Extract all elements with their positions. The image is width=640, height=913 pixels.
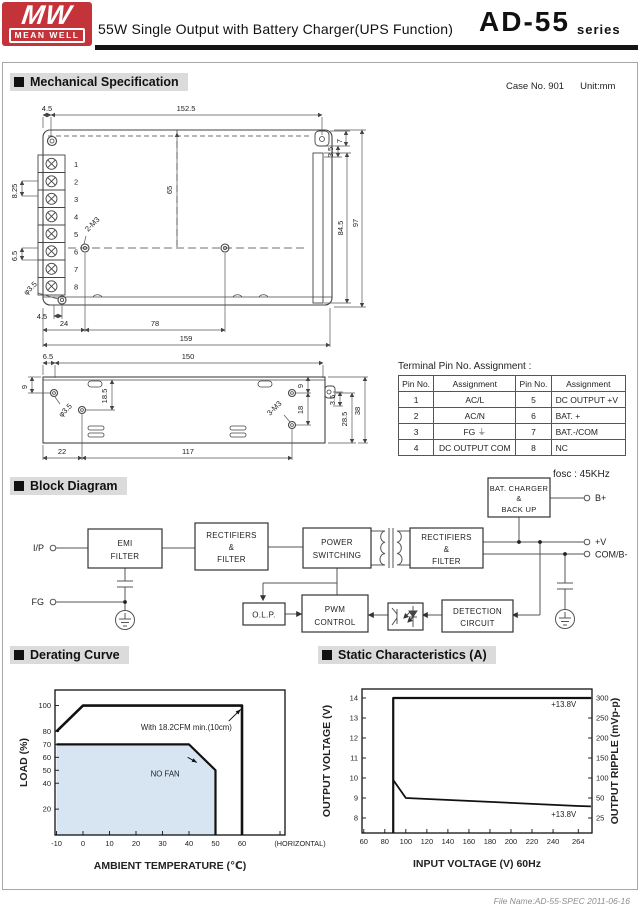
pin-table-cell: 8: [516, 440, 551, 456]
x-extra-label: (HORIZONTAL): [274, 839, 326, 848]
x-tick-label: 0: [80, 839, 86, 848]
dim-117: 117: [182, 447, 194, 456]
dim-8.25: 8.25: [10, 183, 19, 199]
y-tick-label: 60: [42, 752, 51, 762]
pin-table-cell: DC OUTPUT +V: [551, 392, 625, 408]
x-tick-label: 240: [546, 837, 560, 846]
table-row: [399, 392, 626, 408]
meanwell-logo: [2, 2, 92, 46]
pin-table-header: Assignment: [551, 376, 625, 392]
pin-table-header: Assignment: [434, 376, 516, 392]
x-tick-label: 140: [441, 837, 455, 846]
pin-table: [398, 375, 626, 456]
pin-table-cell: 5: [516, 392, 551, 408]
pin-number: 3: [74, 195, 79, 204]
y-right-tick-label: 25: [596, 813, 605, 823]
input-label: I/P: [32, 543, 44, 553]
dim-78: 78: [150, 319, 160, 328]
x-tick-label: 60: [237, 839, 247, 848]
dim-7: 7: [335, 138, 344, 144]
pin-number: 7: [74, 265, 79, 274]
pin-table-cell: 2: [399, 408, 434, 424]
transformer-secondary-coil: [397, 531, 402, 565]
series-suffix: series: [577, 22, 621, 37]
x-axis-title: AMBIENT TEMPERATURE (℃): [93, 860, 247, 872]
dim-97: 97: [351, 218, 360, 228]
pin-number: 4: [74, 212, 79, 222]
pin-table-cell: 6: [516, 408, 551, 424]
y-tick-label: 80: [42, 727, 51, 737]
input-terminal: [50, 545, 56, 551]
y-tick-label: 12: [349, 733, 358, 743]
fosc-label: fosc : 45KHz: [553, 469, 610, 480]
dim-6.5-side: 6.5: [42, 352, 54, 361]
right-flange: [313, 153, 323, 303]
derating-curve-chart: [8, 655, 343, 880]
logo-meanwell-text: MEAN WELL: [9, 28, 86, 43]
unit-note: Unit:mm: [580, 81, 616, 92]
com-terminal: [584, 551, 590, 557]
v-plus-label: +V: [595, 537, 607, 547]
x-tick-label: 20: [131, 839, 141, 848]
b-plus-label: B+: [595, 493, 607, 503]
y-tick-label: 50: [42, 765, 51, 775]
rectifiers2-label: RECTIFIERS: [421, 533, 472, 542]
pin-table-cell: AC/N: [434, 408, 516, 424]
y-axis-title: LOAD (%): [18, 738, 30, 787]
x-tick-label: 80: [380, 837, 389, 846]
label-3-m3: 3-M3: [265, 399, 284, 418]
dim-3.5-topright: 3.5: [326, 146, 335, 158]
dim-24: 24: [59, 319, 69, 328]
y-tick-label: 40: [42, 778, 51, 788]
olp-label: O.L.P.: [252, 610, 276, 620]
dim-65: 65: [165, 185, 174, 195]
pin-table-cell: NC: [551, 440, 625, 456]
chart-annotation: NO FAN: [150, 769, 180, 779]
power-switching-label: POWER: [321, 538, 353, 547]
pin-table-cell: 3: [399, 424, 434, 440]
rectifiers-label: RECTIFIERS: [206, 531, 257, 540]
chart-plot: [18, 690, 326, 872]
chart-annotation: +13.8V: [551, 810, 577, 819]
y-axis-title: OUTPUT VOLTAGE (V): [321, 704, 333, 818]
label-2-m3: 2-M3: [83, 215, 102, 234]
emi-label: EMI: [117, 539, 133, 548]
section-bullet-icon: [14, 77, 24, 87]
rectifiers2-label: FILTER: [432, 557, 461, 566]
fg-label: FG: [31, 597, 44, 607]
y-right-tick-label: 200: [596, 733, 609, 743]
x-tick-label: 40: [184, 839, 194, 848]
dim-18.5: 18.5: [100, 388, 109, 404]
fg-terminal: [50, 599, 56, 605]
emi-filter-box: [88, 529, 162, 568]
series-line: [393, 780, 591, 806]
emi-label: FILTER: [110, 552, 140, 561]
x-tick-label: 60: [359, 837, 368, 846]
dim-phi3.5: φ3.5: [21, 279, 39, 297]
table-row: [399, 408, 626, 424]
com-label: COM/B-: [595, 549, 628, 560]
rectifiers-label: &: [228, 543, 235, 552]
x-tick-label: 220: [525, 837, 539, 846]
page-title: 55W Single Output with Battery Charger(UPS Function): [98, 21, 454, 37]
series-fill: [57, 744, 216, 835]
dim-152.5: 152.5: [176, 104, 196, 113]
pin-number: 6: [74, 247, 79, 257]
x-tick-label: 120: [420, 837, 434, 846]
pin-number: 5: [74, 230, 79, 239]
pin-table-cell: 7: [516, 424, 551, 440]
b-plus-terminal: [584, 495, 590, 501]
pin-number: 2: [74, 177, 79, 187]
x-tick-label: 10: [105, 839, 114, 848]
pin-table-cell: AC/L: [434, 392, 516, 408]
pin-table-header: Pin No.: [516, 376, 551, 392]
y-right-tick-label: 300: [596, 693, 609, 703]
chart-annotation: +13.8V: [551, 700, 577, 709]
x-tick-label: -10: [51, 839, 62, 848]
detection-label: DETECTION: [453, 607, 502, 616]
chart-annotation: With 18.2CFM min.(10cm): [140, 723, 232, 733]
pin-table-header: Pin No.: [399, 376, 434, 392]
pin-table-cell: FG ⏚: [434, 424, 516, 440]
case-outline: [43, 130, 332, 305]
y-tick-label: 100: [38, 701, 51, 711]
x-tick-label: 50: [211, 839, 220, 848]
section-title: Mechanical Specification: [30, 75, 179, 89]
dim-phi3.5-side: φ3.5: [56, 401, 74, 419]
x-tick-label: 100: [399, 837, 413, 846]
y-tick-label: 70: [42, 739, 51, 749]
case-number: Case No. 901: [506, 81, 565, 92]
section-mechanical-specification: [10, 73, 188, 91]
section-title: Derating Curve: [30, 648, 120, 662]
pin-table-cell: 4: [399, 440, 434, 456]
charger-label: &: [516, 494, 522, 503]
charger-label: BACK UP: [501, 505, 537, 514]
earth-ground-icon: [116, 611, 135, 630]
x-tick-label: 200: [504, 837, 518, 846]
pwm-label: CONTROL: [314, 618, 356, 627]
dim-28.5: 28.5: [340, 411, 349, 427]
y-tick-label: 10: [349, 773, 358, 783]
terminal-pin-assignment: [398, 361, 630, 456]
y-right-tick-label: 250: [596, 713, 609, 723]
rectifiers2-label: &: [443, 545, 450, 554]
x-axis-title: INPUT VOLTAGE (V) 60Hz: [413, 858, 541, 870]
pin-table-cell: BAT.-/COM: [551, 424, 625, 440]
pin-number: 8: [74, 282, 79, 292]
dim-6.5-left: 6.5: [10, 250, 19, 262]
pin-number: 1: [74, 160, 79, 169]
table-row: [399, 440, 626, 456]
case-note: [506, 81, 615, 92]
dim-22: 22: [57, 447, 67, 456]
dim-150: 150: [181, 352, 195, 361]
section-title: Static Characteristics (A): [338, 648, 487, 662]
transformer-primary-coil: [380, 531, 385, 565]
y-right-tick-label: 150: [596, 753, 609, 763]
y-tick-label: 9: [353, 793, 358, 803]
y-right-axis-title: OUTPUT RIPPLE (mVp-p): [609, 697, 621, 825]
static-characteristics-chart: [313, 655, 640, 880]
dim-3.5-side: 3.5: [328, 394, 337, 406]
block-diagram: [8, 465, 632, 650]
section-title: Block Diagram: [30, 479, 118, 493]
dim-84.5: 84.5: [336, 220, 345, 236]
charger-label: BAT. CHARGER: [489, 484, 549, 493]
mechanical-top-view-drawing: [8, 95, 632, 350]
x-tick-label: 160: [462, 837, 476, 846]
pin-table-title: Terminal Pin No. Assignment :: [398, 361, 532, 372]
dim-159: 159: [179, 334, 193, 343]
dim-4.5-bottomleft: 4.5: [36, 312, 48, 321]
table-row: [399, 424, 626, 440]
dim-38: 38: [353, 406, 362, 416]
dim-18: 18: [296, 405, 305, 415]
rectifiers-label: FILTER: [217, 555, 246, 564]
y-right-tick-label: 50: [596, 793, 605, 803]
detection-label: CIRCUIT: [460, 619, 495, 628]
series-name: AD-55: [479, 6, 570, 37]
power-switching-label: SWITCHING: [312, 551, 362, 560]
chart-plot: [321, 689, 621, 870]
y-tick-label: 20: [42, 804, 51, 814]
earth-ground-icon: [556, 610, 575, 629]
mechanical-side-view-drawing: [8, 350, 398, 475]
y-tick-label: 13: [349, 713, 358, 723]
pin-table-cell: 1: [399, 392, 434, 408]
v-plus-terminal: [584, 539, 590, 545]
y-tick-label: 14: [349, 693, 358, 703]
power-switching-box: [303, 528, 371, 568]
footer-filename: File Name:AD-55-SPEC 2011-06-16: [493, 896, 630, 906]
dim-4.5-top: 4.5: [41, 104, 53, 113]
pin-table-cell: DC OUTPUT COM: [434, 440, 516, 456]
dim-9-right: 9: [296, 383, 305, 389]
pin-table-cell: BAT. +: [551, 408, 625, 424]
header-divider: [95, 45, 638, 50]
terminal-block: [38, 155, 65, 295]
dim-9-left: 9: [20, 384, 29, 390]
x-tick-label: 30: [158, 839, 167, 848]
y-tick-label: 11: [350, 753, 358, 763]
x-tick-label: 264: [572, 837, 585, 846]
x-tick-label: 180: [483, 837, 497, 846]
pwm-label: PWM: [324, 605, 346, 614]
logo-mw-glyph: MW: [19, 0, 75, 30]
y-right-tick-label: 100: [596, 773, 609, 783]
y-tick-label: 8: [353, 813, 358, 823]
